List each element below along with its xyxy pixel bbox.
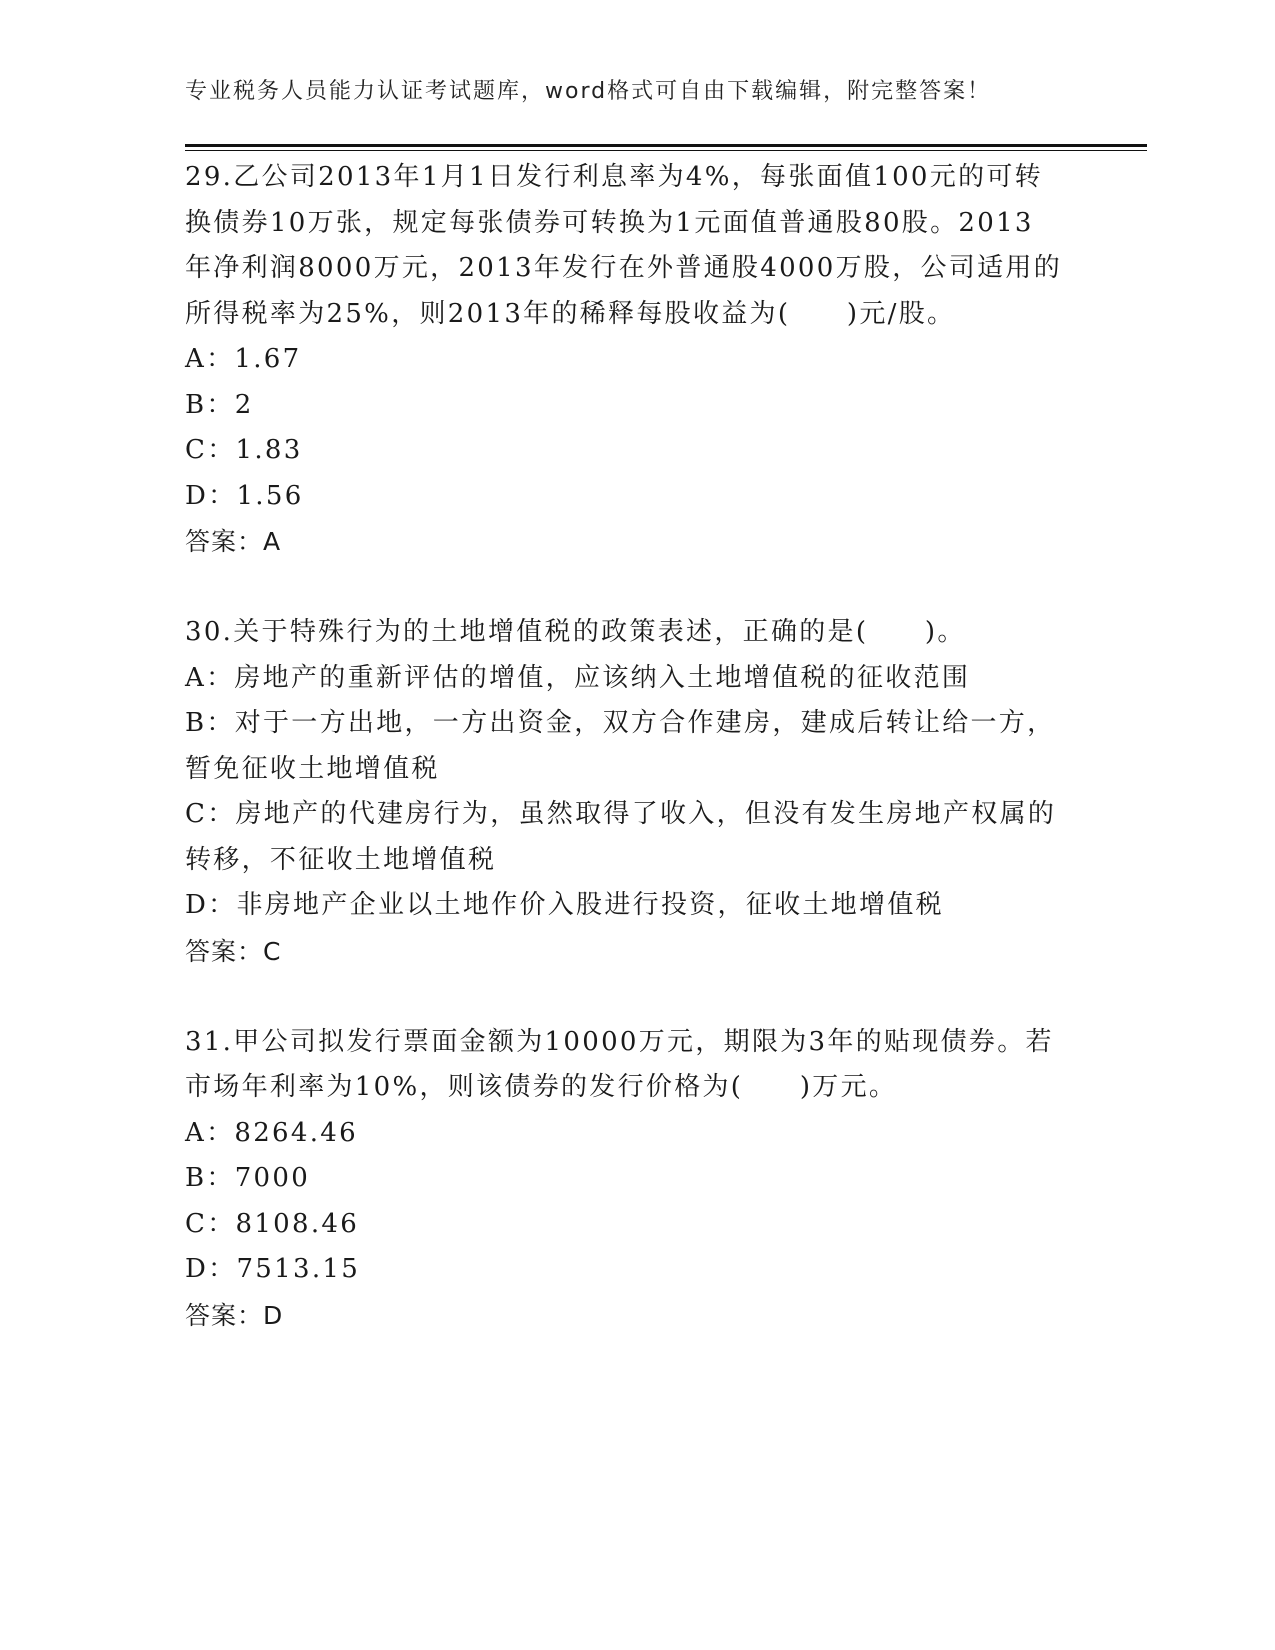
option-c-continued: 转移，不征收土地增值税 <box>185 844 497 875</box>
option-a: A：8264.46 <box>185 1117 358 1148</box>
spacer <box>185 974 1085 1020</box>
option-b-continued: 暂免征收土地增值税 <box>185 753 440 784</box>
answer-label: 答案：A <box>185 527 282 556</box>
question-stem-line: 31.甲公司拟发行票面金额为10000万元，期限为3年的贴现债券。若 <box>185 1026 1054 1057</box>
spacer <box>185 565 1085 611</box>
question-31 <box>185 1020 1085 1339</box>
option-b: B：对于一方出地，一方出资金，双方合作建房，建成后转让给一方， <box>185 708 1056 738</box>
answer-label: 答案：C <box>185 936 282 966</box>
question-stem-line: 29.乙公司2013年1月1日发行利息率为4%，每张面值100元的可转 <box>185 162 1043 192</box>
option-d: D：7513.15 <box>185 1254 361 1284</box>
option-a: A：1.67 <box>185 344 302 374</box>
option-c: C：1.83 <box>185 435 303 465</box>
question-30 <box>185 610 1085 974</box>
header-divider <box>185 144 1147 151</box>
answer-label: 答案：D <box>185 1300 284 1330</box>
question-list <box>185 155 1085 1338</box>
page-header: 专业税务人员能力认证考试题库，word格式可自由下载编辑，附完整答案！ <box>185 79 992 104</box>
option-c: C：8108.46 <box>185 1208 360 1239</box>
option-c: C：房地产的代建房行为，虽然取得了收入，但没有发生房地产权属的 <box>185 799 1057 829</box>
question-stem-line: 所得税率为25%，则2013年的稀释每股收益为( )元/股。 <box>185 298 956 329</box>
option-b: B：7000 <box>185 1163 311 1193</box>
option-a: A：房地产的重新评估的增值，应该纳入土地增值税的征收范围 <box>185 662 971 693</box>
question-stem-line: 年净利润8000万元，2013年发行在外普通股4000万股，公司适用的 <box>185 253 1063 283</box>
question-stem-line: 30.关于特殊行为的土地增值税的政策表述，正确的是( )。 <box>185 617 966 647</box>
question-29 <box>185 155 1085 565</box>
option-d: D：1.56 <box>185 480 304 511</box>
question-stem-line: 市场年利率为10%，则该债券的发行价格为( )万元。 <box>185 1072 898 1102</box>
question-stem-line: 换债券10万张，规定每张债券可转换为1元面值普通股80股。2013 <box>185 207 1034 238</box>
option-d: D：非房地产企业以土地作价入股进行投资，征收土地增值税 <box>185 890 944 920</box>
option-b: B：2 <box>185 389 254 420</box>
